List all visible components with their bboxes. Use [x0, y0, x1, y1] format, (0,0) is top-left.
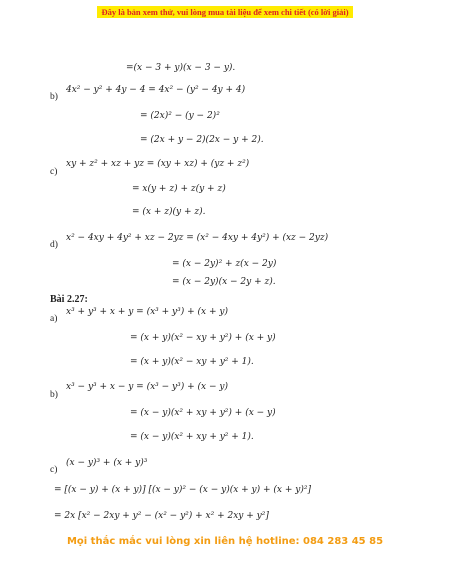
math-line: = (x + y)(x² − xy + y² + 1).: [130, 357, 254, 367]
part-label-b: b): [50, 390, 58, 400]
math-line: = (x − y)(x² + xy + y² + 1).: [130, 432, 254, 442]
part-label-c: c): [50, 465, 58, 475]
math-line: x² − 4xy + 4y² + xz − 2yz = (x² − 4xy + 4y²) + (xz − 2yz): [66, 233, 329, 243]
preview-banner: [0, 4, 450, 20]
math-line: xy + z² + xz + yz = (xy + xz) + (yz + z²): [66, 159, 250, 169]
math-line: = (x + z)(y + z).: [132, 207, 206, 217]
math-line: =(x − 3 + y)(x − 3 − y).: [126, 63, 236, 73]
math-line: = (x − 2y)² + z(x − 2y): [172, 259, 277, 269]
math-line: x³ + y³ + x + y = (x³ + y³) + (x + y): [66, 307, 228, 317]
part-label-d: d): [50, 240, 58, 250]
math-line: = [(x − y) + (x + y)] [(x − y)² − (x − y)(x + y) + (x + y)²]: [54, 485, 311, 495]
part-label-c: c): [50, 167, 58, 177]
math-line: 4x² − y² + 4y − 4 = 4x² − (y² − 4y + 4): [66, 85, 246, 95]
math-line: = 2x [x² − 2xy + y² − (x² − y²) + x² + 2xy + y²]: [54, 511, 269, 521]
math-line: = (x − y)(x² + xy + y²) + (x − y): [130, 408, 276, 418]
part-label-b: b): [50, 92, 58, 102]
math-line: = (x + y)(x² − xy + y²) + (x + y): [130, 333, 276, 343]
exercise-heading: Bài 2.27:: [50, 294, 88, 305]
math-line: = (2x)² − (y − 2)²: [140, 111, 220, 121]
math-line: x³ − y³ + x − y = (x³ − y³) + (x − y): [66, 382, 228, 392]
math-line: = x(y + z) + z(y + z): [132, 184, 226, 194]
math-line: (x − y)³ + (x + y)³: [66, 458, 148, 468]
preview-banner-text: Đây là bản xem thử, vui lòng mua tài liệu để xem chi tiết (có lời giải): [97, 6, 352, 18]
math-line: = (2x + y − 2)(2x − y + 2).: [140, 135, 264, 145]
part-label-a: a): [50, 314, 58, 324]
math-line: = (x − 2y)(x − 2y + z).: [172, 277, 276, 287]
hotline-footer: Mọi thắc mắc vui lòng xin liên hệ hotline: 084 283 45 85: [66, 536, 384, 547]
